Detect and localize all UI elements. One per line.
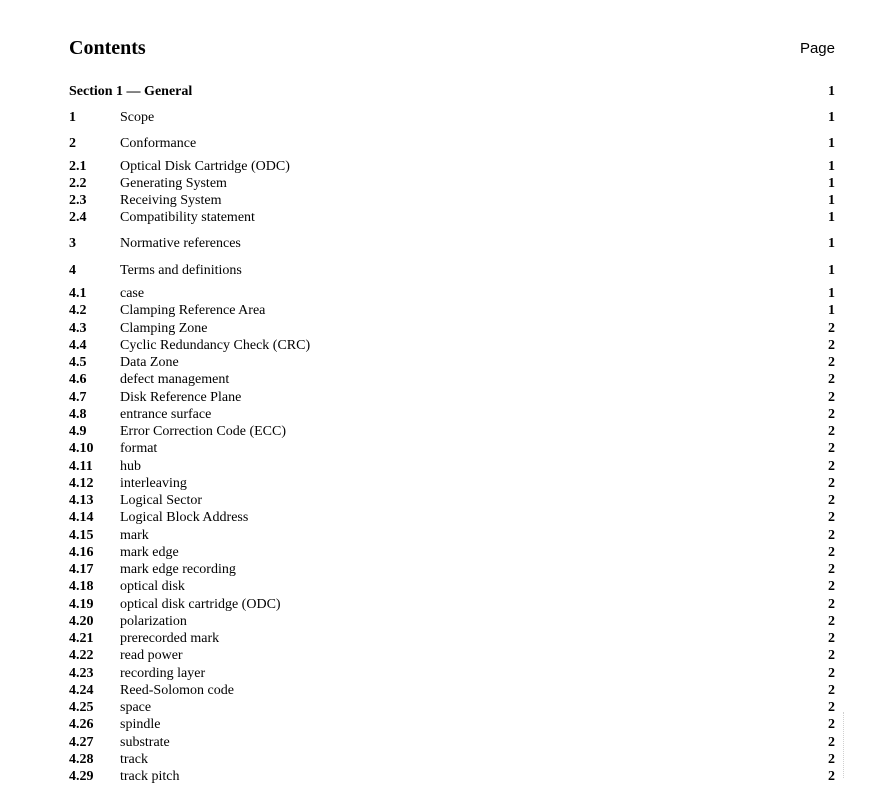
toc-entry [69,209,835,226]
toc-entry-number: 2 [69,136,76,151]
toc-entry-title: optical disk [120,579,185,594]
toc-entry-page: 2 [828,424,835,439]
toc-entry-number: 4.13 [69,493,94,508]
toc-entry-number: 4.26 [69,717,94,732]
toc-entry [69,475,835,492]
toc-entry-page: 2 [828,321,835,336]
toc-entry [69,135,835,152]
toc-entry-title: mark [120,528,149,543]
toc-entry-title: Clamping Zone [120,321,208,336]
toc-entry-number: 4.6 [69,372,87,387]
toc-entry-title: polarization [120,614,187,629]
toc-entry [69,423,835,440]
toc-entry-title: Scope [120,110,155,125]
toc-entry-number: 4.12 [69,476,94,491]
toc-entry-title: Optical Disk Cartridge (ODC) [120,159,290,174]
toc-entry [69,509,835,526]
toc-entry [69,734,835,751]
toc-entry [69,406,835,423]
toc-entry-number: 2.1 [69,159,87,174]
toc-entry-page: 1 [828,136,835,151]
toc-entry [69,682,835,699]
section-heading-page: 1 [828,84,835,99]
toc-entry-title: entrance surface [120,407,212,422]
toc-entry-page: 2 [828,510,835,525]
toc-entry-number: 4.19 [69,597,94,612]
toc-entry-page: 2 [828,562,835,577]
toc-entry [69,613,835,630]
toc-entry-number: 4.17 [69,562,94,577]
toc-entry-number: 4.14 [69,510,94,525]
toc-entry-page: 2 [828,769,835,784]
toc-entry-number: 3 [69,236,76,251]
toc-entry-number: 2.3 [69,193,87,208]
toc-entry-page: 1 [828,286,835,301]
toc-entry [69,665,835,682]
toc-entry-page: 2 [828,459,835,474]
toc-entry-title: defect management [120,372,230,387]
toc-entry [69,175,835,192]
toc-entry-title: Generating System [120,176,227,191]
toc-entry-number: 4.22 [69,648,94,663]
toc-entry-title: Compatibility statement [120,210,255,225]
toc-entry-page: 2 [828,372,835,387]
toc-entry-page: 2 [828,597,835,612]
toc-entry-number: 4.28 [69,752,94,767]
toc-entry-page: 2 [828,390,835,405]
toc-entry-number: 4.11 [69,459,93,474]
toc-entry-number: 4 [69,263,76,278]
toc-entry-number: 4.3 [69,321,87,336]
toc-entry-page: 2 [828,476,835,491]
toc-entry [69,492,835,509]
toc-entry-title: read power [120,648,183,663]
toc-entry-number: 4.9 [69,424,87,439]
toc-entry [69,458,835,475]
toc-entry [69,354,835,371]
toc-entry-title: Cyclic Redundancy Check (CRC) [120,338,311,353]
page-title: Contents [69,37,146,59]
toc-entry-title: mark edge [120,545,179,560]
toc-entry-page: 2 [828,407,835,422]
toc-entry-title: case [120,286,145,301]
toc-entry [69,371,835,388]
toc-entry [69,768,835,785]
toc-entry-page: 1 [828,176,835,191]
toc-entry [69,561,835,578]
toc-entry-title: optical disk cartridge (ODC) [120,597,281,612]
toc-entry [69,578,835,595]
toc-entry-number: 4.23 [69,666,94,681]
toc-entry-number: 2.4 [69,210,87,225]
toc-entry-number: 4.24 [69,683,94,698]
toc-entry-page: 2 [828,614,835,629]
toc-entry-title: Conformance [120,136,197,151]
page-column-label: Page [799,40,835,57]
toc-entry-number: 4.4 [69,338,87,353]
toc-entry [69,389,835,406]
section-heading [69,83,835,100]
toc-entry-number: 2.2 [69,176,87,191]
toc-entry-title: Data Zone [120,355,179,370]
toc-entry-number: 4.25 [69,700,94,715]
toc-entry-title: spindle [120,717,161,732]
toc-entry-title: format [120,441,158,456]
toc-entry [69,544,835,561]
toc-entry-title: Clamping Reference Area [120,303,266,318]
toc-entry-page: 2 [828,683,835,698]
toc-entry-page: 1 [828,303,835,318]
toc-entry-number: 4.1 [69,286,87,301]
toc-entry-title: track [120,752,148,767]
toc-entry-page: 2 [828,528,835,543]
toc-entry-page: 2 [828,441,835,456]
toc-entry [69,337,835,354]
toc-entry-title: Error Correction Code (ECC) [120,424,287,439]
toc-entry [69,158,835,175]
section-heading-label: Section 1 — General [69,84,193,99]
toc-entry-title: track pitch [120,769,180,784]
toc-entry-title: Logical Sector [120,493,203,508]
toc-entry-number: 4.16 [69,545,94,560]
toc-entry-page: 2 [828,355,835,370]
toc-entry-number: 1 [69,110,76,125]
toc-entry-number: 4.27 [69,735,94,750]
toc-entry-page: 1 [828,110,835,125]
toc-entry-title: substrate [120,735,170,750]
toc-entry-title: Normative references [120,236,241,251]
toc-entry-title: Receiving System [120,193,222,208]
toc-entry-number: 4.20 [69,614,94,629]
toc-entry-page: 1 [828,193,835,208]
toc-entry-page: 2 [828,700,835,715]
toc-entry [69,699,835,716]
toc-entry [69,716,835,733]
toc-entry-page: 2 [828,579,835,594]
toc-entry-title: mark edge recording [120,562,236,577]
toc-entry-title: Terms and definitions [120,263,242,278]
toc-entry-page: 1 [828,263,835,278]
toc-entry-title: Logical Block Address [120,510,249,525]
toc-entry [69,647,835,664]
toc-entry-page: 2 [828,717,835,732]
toc-entry-title: Reed-Solomon code [120,683,234,698]
toc-entry-page: 2 [828,338,835,353]
toc-entry [69,262,835,279]
toc-entry [69,440,835,457]
toc-entry-page: 2 [828,631,835,646]
toc-entry-page: 2 [828,752,835,767]
toc-entry-title: prerecorded mark [120,631,220,646]
toc-entry [69,320,835,337]
toc-entry [69,630,835,647]
toc-entry [69,109,835,126]
toc-entry-title: interleaving [120,476,187,491]
toc-entry-number: 4.29 [69,769,94,784]
toc-entry [69,285,835,302]
toc-entry-title: recording layer [120,666,206,681]
toc-entry-number: 4.10 [69,441,94,456]
toc-entry-number: 4.21 [69,631,94,646]
toc-entry-page: 2 [828,735,835,750]
toc-entry [69,192,835,209]
toc-entry-title: space [120,700,152,715]
toc-entry-number: 4.2 [69,303,87,318]
toc-entry [69,596,835,613]
toc-entry-number: 4.8 [69,407,87,422]
toc-entry-page: 2 [828,666,835,681]
toc-entry-page: 2 [828,648,835,663]
margin-mark [843,712,846,778]
toc-entry-page: 1 [828,236,835,251]
toc-entry-page: 1 [828,210,835,225]
toc-entry [69,751,835,768]
toc-entry-title: Disk Reference Plane [120,390,242,405]
toc-entry-number: 4.15 [69,528,94,543]
toc-entry-title: hub [120,459,141,474]
toc-entry-number: 4.18 [69,579,94,594]
toc-entry-page: 2 [828,493,835,508]
toc-entry-page: 2 [828,545,835,560]
toc-entry [69,527,835,544]
toc-entry [69,235,835,252]
toc-entry-number: 4.5 [69,355,87,370]
toc-entry-page: 1 [828,159,835,174]
toc-entry [69,302,835,319]
toc-entry-number: 4.7 [69,390,87,405]
